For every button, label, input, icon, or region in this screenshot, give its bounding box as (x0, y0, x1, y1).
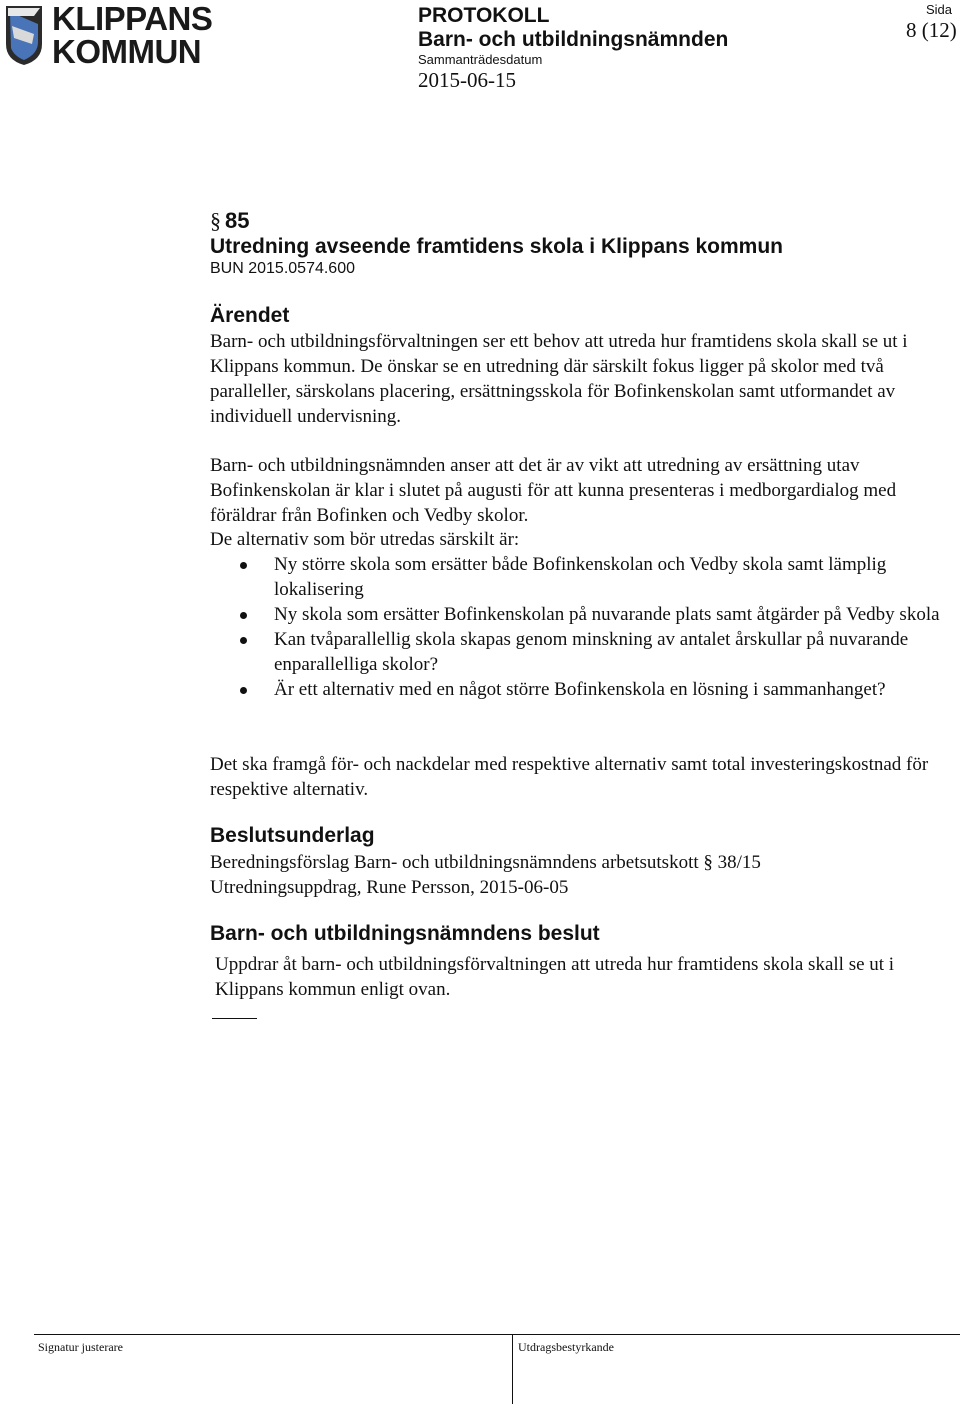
bullet-icon (240, 687, 247, 694)
brand-line-2: KOMMUN (52, 33, 202, 70)
list-item-text: Ny större skola som ersätter både Bofinkenskolan och Vedby skola samt lämplig lokalisering (274, 554, 887, 600)
list-item (210, 552, 945, 602)
arendet-paragraph-2: Barn- och utbildningsnämnden anser att det är av vikt att utredning av ersättning utav Bofinkenskolan är klar i slutet på augusti för att kunna presenteras i medborgardialog med föräldrar från Bofinken och Vedby skolor. (210, 455, 897, 526)
arendet-paragraph-1: Barn- och utbildningsförvaltningen ser ett behov att utreda hur framtidens skola skall se ut i Klippans kommun. De önskar se en utredning där särskilt fokus ligger på skolor med två paralleller, särskolans placering, ersättningsskola för Bofinkenskolan samt utformandet av individuell undervisning. (210, 331, 908, 427)
beslutsunderlag-item-1-text: Beredningsförslag Barn- och utbildningsnämndens arbetsutskott (210, 852, 699, 873)
paragraph-number: 85 (225, 208, 250, 233)
page-number: 8 (12) (906, 18, 957, 42)
list-item (210, 677, 945, 702)
beslutsunderlag-item-1-ref: 38/15 (717, 852, 761, 873)
beslutsunderlag-item-1 (210, 850, 761, 875)
klippans-kommun-logo-icon (4, 4, 44, 66)
paragraph-heading (210, 208, 249, 234)
signature-label: Signatur justerare (38, 1340, 123, 1354)
section-sign: § (703, 852, 713, 873)
list-item (210, 602, 945, 627)
date-label: Sammanträdesdatum (418, 52, 543, 67)
footer-divider (34, 1334, 960, 1335)
alternatives-list (210, 552, 945, 702)
list-item-text: Är ett alternativ med en något större Bofinkenskola en lösning i sammanhanget? (274, 679, 886, 700)
list-item-text: Ny skola som ersätter Bofinkenskolan på nuvarande plats samt åtgärder på Vedby skola (274, 604, 940, 625)
doc-type: PROTOKOLL (418, 4, 550, 27)
arendet-paragraph-4: Det ska framgå för- och nackdelar med respektive alternativ samt total investeringskostnad för respektive alternativ. (210, 754, 929, 800)
committee-name: Barn- och utbildningsnämnden (418, 28, 729, 51)
page-label: Sida (926, 2, 953, 17)
beslut-text: Uppdrar åt barn- och utbildningsförvaltningen att utreda hur framtidens skola skall se ut i Klippans kommun enligt ovan. (215, 954, 895, 1000)
beslutsunderlag-item-2: Utredningsuppdrag, Rune Persson, 2015-06-05 (210, 877, 569, 898)
case-title: Utredning avseende framtidens skola i Klippans kommun (210, 235, 783, 258)
brand-line-1: KLIPPANS (52, 0, 213, 37)
list-item (210, 627, 945, 677)
section-sign: § (210, 208, 221, 233)
utdrag-label: Utdragsbestyrkande (518, 1340, 614, 1354)
beslut-heading: Barn- och utbildningsnämndens beslut (210, 922, 600, 945)
date-value: 2015-06-15 (418, 68, 516, 92)
list-item-text: Kan tvåparallellig skola skapas genom minskning av antalet årskullar på nuvarande enparallelliga skolor? (274, 629, 909, 675)
arendet-paragraph-3: De alternativ som bör utredas särskilt är: (210, 529, 520, 550)
case-number: BUN 2015.0574.600 (210, 260, 355, 277)
footer-column-divider (512, 1334, 513, 1404)
arendet-heading: Ärendet (210, 304, 290, 327)
bullet-icon (240, 562, 247, 569)
end-rule (212, 1018, 257, 1019)
bullet-icon (240, 637, 247, 644)
bullet-icon (240, 612, 247, 619)
beslutsunderlag-heading: Beslutsunderlag (210, 824, 375, 847)
brand-wordmark (52, 2, 212, 68)
